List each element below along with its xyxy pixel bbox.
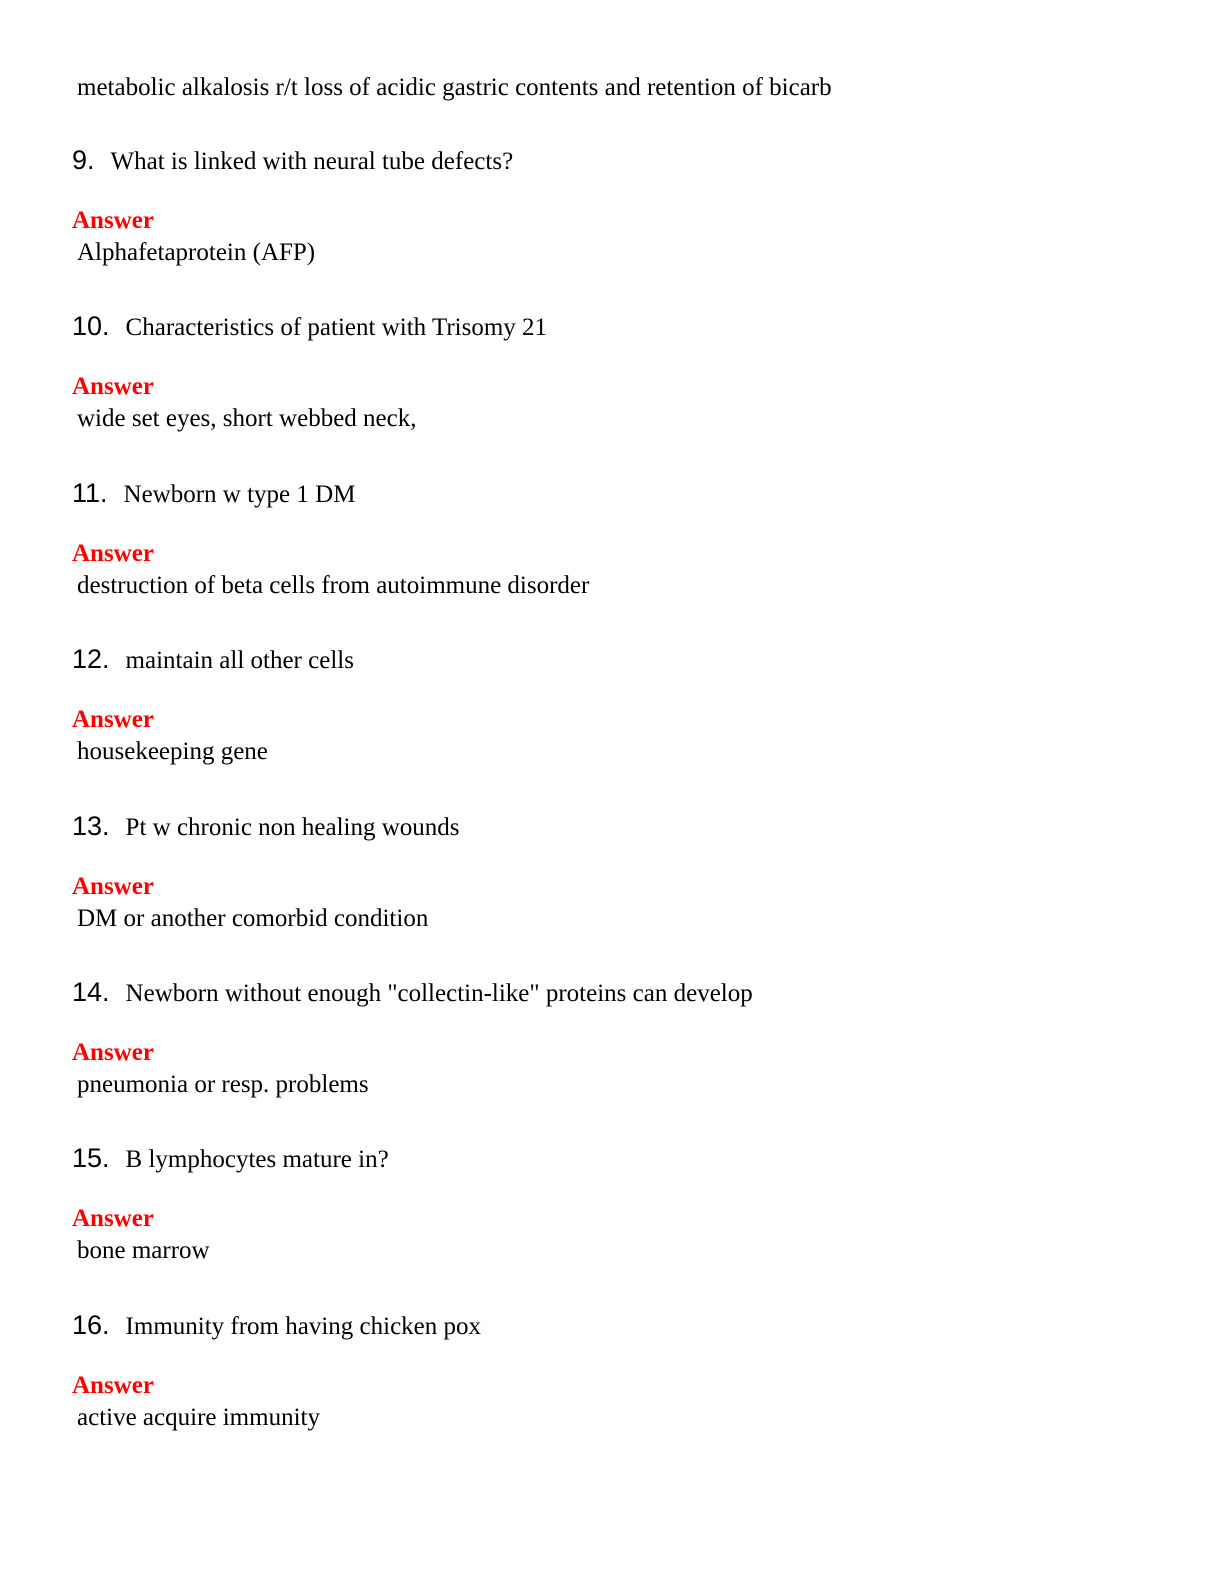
question xyxy=(72,1307,481,1343)
question xyxy=(72,475,355,511)
question-number: 15. xyxy=(72,1143,110,1174)
question xyxy=(72,808,460,844)
answer-text: bone marrow xyxy=(77,1237,210,1265)
question-text: B lymphocytes mature in? xyxy=(125,1146,389,1174)
question-text: Pt w chronic non healing wounds xyxy=(125,813,460,841)
question-text: Newborn without enough "collectin-like" proteins can develop xyxy=(125,979,753,1007)
question-number: 12. xyxy=(72,644,110,675)
answer-label: Answer xyxy=(72,872,154,900)
question-number: 9. xyxy=(72,145,95,175)
question-text: Characteristics of patient with Trisomy 21 xyxy=(125,314,548,342)
question-item xyxy=(0,808,1224,974)
question xyxy=(72,308,547,344)
answer-text: pneumonia or resp. problems xyxy=(77,1070,369,1098)
answer-label: Answer xyxy=(72,1038,154,1066)
answer-label: Answer xyxy=(72,373,154,401)
answer-text: metabolic alkalosis r/t loss of acidic gastric contents and retention of bicarb xyxy=(77,74,832,101)
question-number: 11. xyxy=(72,477,108,508)
answer-label: Answer xyxy=(72,706,154,734)
answer-label: Answer xyxy=(72,1205,154,1233)
answer-label: Answer xyxy=(72,1371,154,1399)
question-item xyxy=(0,475,1224,641)
answer-label: Answer xyxy=(72,207,154,234)
question-item xyxy=(0,641,1224,807)
question-item xyxy=(0,974,1224,1140)
question-number: 16. xyxy=(72,1309,110,1340)
question-list xyxy=(0,142,1224,1473)
question-text: Immunity from having chicken pox xyxy=(125,1312,482,1340)
answer-text: Alphafetaprotein (AFP) xyxy=(77,239,316,266)
question-text: maintain all other cells xyxy=(125,647,354,675)
question-text: What is linked with neural tube defects? xyxy=(110,148,514,175)
answer-text: housekeeping gene xyxy=(77,738,268,766)
question-item xyxy=(0,1307,1224,1473)
question-number: 13. xyxy=(72,810,110,841)
answer-text: active acquire immunity xyxy=(77,1403,320,1431)
question-item xyxy=(0,308,1224,474)
question xyxy=(72,142,513,178)
question-number: 14. xyxy=(72,976,110,1007)
answer-text: wide set eyes, short webbed neck, xyxy=(77,405,417,433)
question-item xyxy=(0,142,1224,308)
answer-text: destruction of beta cells from autoimmune disorder xyxy=(77,571,590,599)
question-number: 10. xyxy=(72,311,110,342)
answer-label: Answer xyxy=(72,539,154,567)
answer-text: DM or another comorbid condition xyxy=(77,904,429,932)
question xyxy=(72,641,354,677)
question xyxy=(72,974,753,1010)
question-text: Newborn w type 1 DM xyxy=(123,480,356,508)
question-item xyxy=(0,1140,1224,1306)
question xyxy=(72,1140,389,1176)
